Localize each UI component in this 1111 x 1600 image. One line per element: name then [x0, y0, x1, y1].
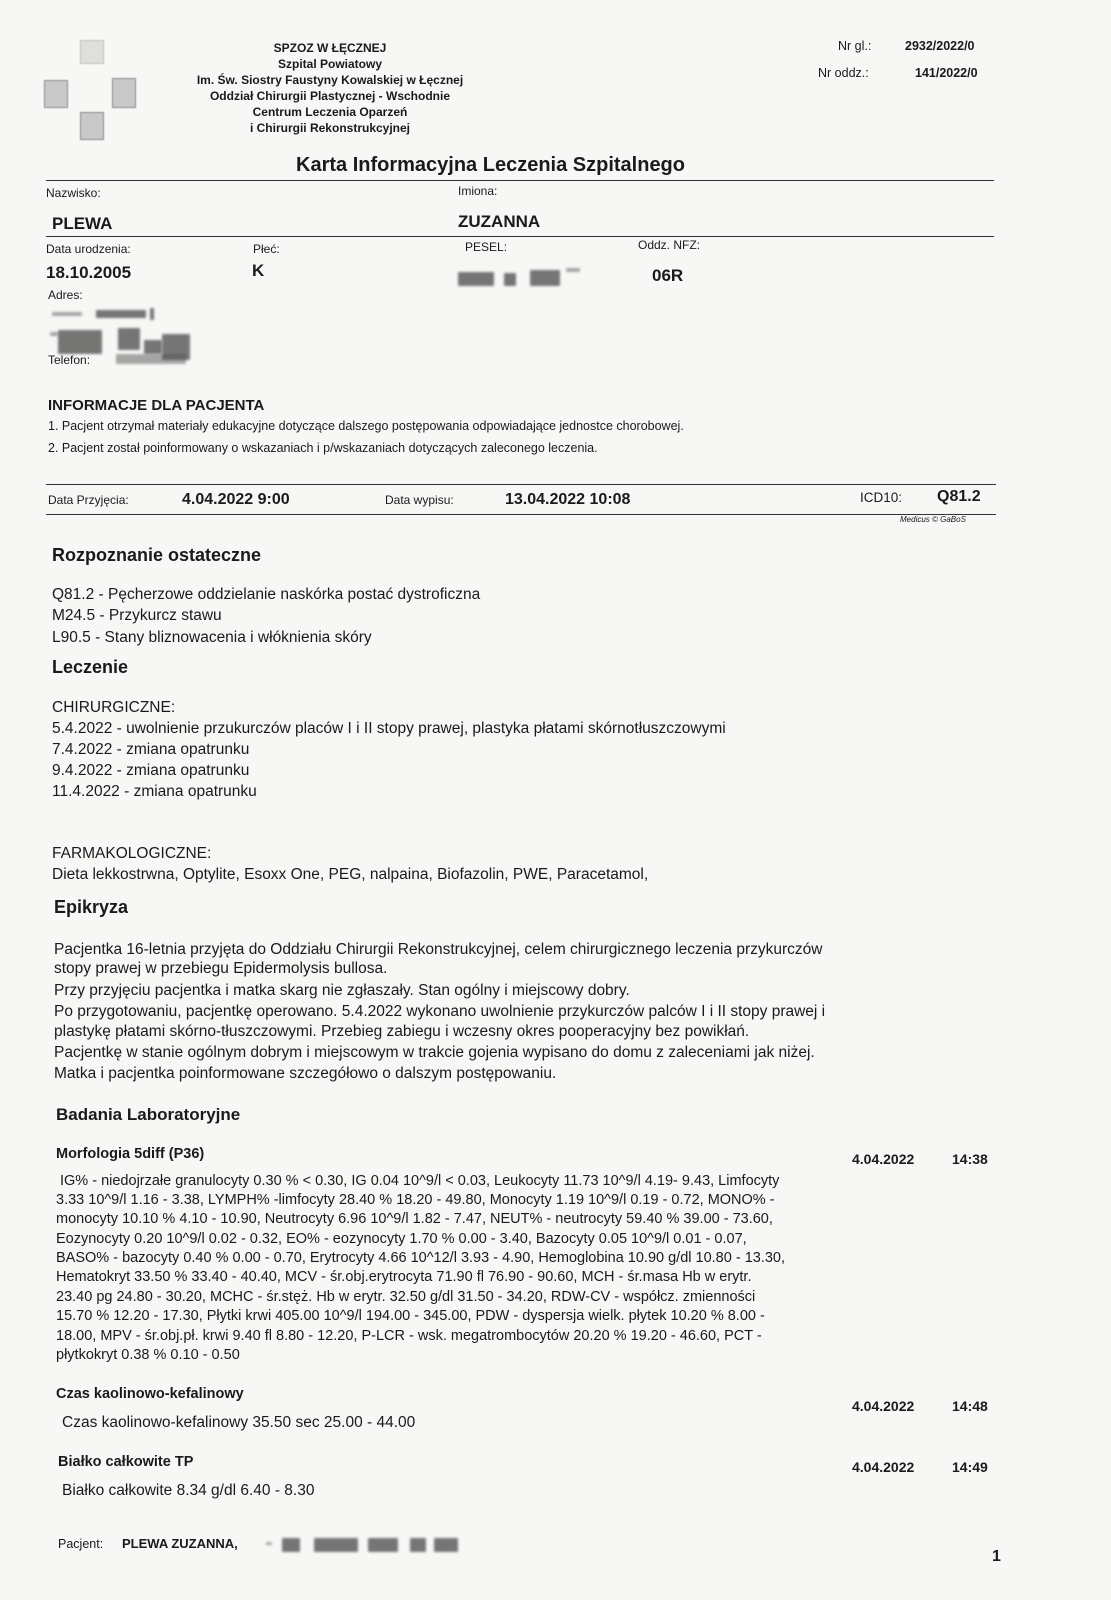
- info-item: 1. Pacjent otrzymał materiały edukacyjne dotyczące dalszego postępowania odpowiadające jednostce chorobowej.: [48, 419, 684, 433]
- hospital-line: Oddział Chirurgii Plastycznej - Wschodnie: [209, 89, 451, 103]
- epicrisis-line: Pacjentkę w stanie ogólnym dobrym i miejscowym w trakcie gojenia wypisano do domu z zaleceniami jak niżej.: [54, 1044, 815, 1061]
- hospital-line: Centrum Leczenia Oparzeń: [252, 105, 408, 119]
- page-number: 1: [992, 1548, 1001, 1565]
- dob-label: Data urodzenia:: [46, 242, 131, 256]
- names-value: ZUZANNA: [458, 212, 541, 231]
- info-heading: INFORMACJE DLA PACJENTA: [48, 397, 265, 414]
- epicrisis-line: Matka i pacjentka poinformowane szczegółowo o dalszym postępowaniu.: [54, 1065, 557, 1082]
- hospital-line: Im. Św. Siostry Faustyny Kowalskiej w Łęcznej: [196, 73, 464, 87]
- nr-oddz-label: Nr oddz.:: [818, 66, 869, 80]
- hospital-line: i Chirurgii Rekonstrukcyjnej: [249, 121, 411, 135]
- phone-redacted: [116, 354, 186, 364]
- admission-label: Data Przyjęcia:: [48, 493, 129, 507]
- epicrisis-line: Przy przyjęciu pacjentka i matka skarg nie zgłaszały. Stan ogólny i miejscowy dobry.: [54, 982, 630, 999]
- nr-gl-value: 2932/2022/0: [905, 39, 975, 53]
- lab-result-line: 3.33 10^9/l 1.16 - 3.38, LYMPH% -limfocyty 28.40 % 18.20 - 49.80, Monocyty 1.19 10^9/l 0.19 - 0.72, MONO% -: [56, 1192, 775, 1208]
- surgical-item: 9.4.2022 - zmiana opatrunku: [52, 762, 250, 779]
- names-label: Imiona:: [458, 184, 498, 198]
- lab-test-time: 14:49: [952, 1459, 988, 1475]
- info-item: 2. Pacjent został poinformowany o wskazaniach i p/wskazaniach dotyczących zaleconego leczenia.: [48, 441, 598, 455]
- pesel-label: PESEL:: [465, 240, 508, 254]
- lab-result-line: płytkokryt 0.38 % 0.10 - 0.50: [56, 1347, 240, 1363]
- lab-result-line: 15.70 % 12.20 - 17.30, Płytki krwi 405.00 10^9/l 194.00 - 345.00, PDW - dyspersja wielk. płytek 10.20 % 8.00 -: [56, 1308, 765, 1324]
- lab-test-name: Białko całkowite TP: [58, 1454, 194, 1470]
- nfz-label: Oddz. NFZ:: [638, 238, 701, 252]
- lab-test-date: 4.04.2022: [852, 1398, 915, 1414]
- nr-gl-label: Nr gl.:: [838, 39, 872, 53]
- lab-test-name: Morfologia 5diff (P36): [56, 1146, 205, 1162]
- pharma-label: FARMAKOLOGICZNE:: [52, 845, 212, 862]
- admission-value: 4.04.2022 9:00: [182, 491, 290, 508]
- lab-result-line: Eozynocyty 0.20 10^9/l 0.02 - 0.32, EO% - eozynocyty 1.70 % 0.00 - 3.40, Bazocyty 0.05 10^9/l 0.01 - 0.07,: [56, 1231, 747, 1247]
- diagnosis-line: M24.5 - Przykurcz stawu: [52, 607, 222, 624]
- surname-label: Nazwisko:: [46, 186, 101, 200]
- lab-result-line: monocyty 10.10 % 4.10 - 10.90, Neutrocyty 6.96 10^9/l 1.82 - 7.47, NEUT% - neutrocyty 59.40 % 39.00 - 73.60,: [56, 1211, 773, 1227]
- surgical-item: 7.4.2022 - zmiana opatrunku: [52, 741, 250, 758]
- diagnosis-line: Q81.2 - Pęcherzowe oddzielanie naskórka postać dystroficzna: [52, 586, 481, 603]
- sex-value: K: [252, 261, 265, 280]
- surname-value: PLEWA: [52, 214, 113, 233]
- surgical-item: 5.4.2022 - uwolnienie przukurczów placów I i II stopy prawej, plastyka płatami skórnotłuszczowymi: [52, 720, 726, 737]
- hospital-line: Szpital Powiatowy: [277, 57, 382, 71]
- lab-result-line: 18.00, MPV - śr.obj.pł. krwi 9.40 fl 8.80 - 12.20, P-LCR - wsk. megatrombocytów 20.20 % 19.20 - 46.60, PCT -: [56, 1328, 762, 1344]
- epicrisis-line: plastykę płatami skórno-tłuszczowymi. Przebieg zabiegu i wczesny okres pooperacyjny bez powikłań.: [54, 1023, 750, 1040]
- lab-result-line: IG% - niedojrzałe granulocyty 0.30 % < 0.30, IG 0.04 10^9/l < 0.03, Leukocyty 11.73 10^9/l 4.19- 9.43, Limfocyty: [60, 1173, 780, 1189]
- lab-result-line: Czas kaolinowo-kefalinowy 35.50 sec 25.00 - 44.00: [62, 1414, 416, 1431]
- nr-oddz-value: 141/2022/0: [915, 66, 978, 80]
- nfz-value: 06R: [652, 266, 684, 285]
- footer-patient-label: Pacjent:: [58, 1537, 104, 1551]
- diagnosis-line: L90.5 - Stany bliznowacenia i włóknienia skóry: [52, 629, 372, 646]
- epicrisis-line: Pacjentka 16-letnia przyjęta do Oddziału Chirurgii Rekonstrukcyjnej, celem chirurgicznego leczenia przykurczów: [54, 941, 823, 958]
- dob-value: 18.10.2005: [46, 263, 132, 282]
- icd-value: Q81.2: [937, 488, 981, 505]
- lab-result-line: Hematokryt 33.50 % 33.40 - 40.40, MCV - śr.obj.erytrocyta 71.90 fl 76.90 - 90.60, MCH - śr.masa Hb w erytr.: [56, 1269, 752, 1285]
- epicrisis-heading: Epikryza: [54, 897, 129, 917]
- document-title: Karta Informacyjna Leczenia Szpitalnego: [296, 154, 685, 176]
- discharge-value: 13.04.2022 10:08: [505, 491, 631, 508]
- icd-label: ICD10:: [860, 490, 903, 505]
- software-mark: Medicus © GaBoS: [900, 515, 966, 524]
- diagnosis-heading: Rozpoznanie ostateczne: [52, 545, 262, 565]
- lab-result-line: BASO% - bazocyty 0.40 % 0.00 - 0.70, Erytrocyty 4.66 10^12/l 3.93 - 4.90, Hemoglobina 10.90 g/dl 10.80 - 13.30,: [56, 1250, 786, 1266]
- treatment-heading: Leczenie: [52, 657, 129, 677]
- address-label: Adres:: [48, 288, 83, 302]
- lab-test-name: Czas kaolinowo-kefalinowy: [56, 1386, 244, 1402]
- phone-label: Telefon:: [48, 353, 91, 367]
- epicrisis-line: stopy prawej w przebiegu Epidermolysis bullosa.: [54, 960, 388, 977]
- pharma-list: Dieta lekkostrwna, Optylite, Esoxx One, PEG, nalpaina, Biofazolin, PWE, Paracetamol,: [52, 866, 649, 883]
- discharge-label: Data wypisu:: [385, 493, 454, 507]
- lab-test-date: 4.04.2022: [852, 1151, 915, 1167]
- sex-label: Płeć:: [253, 242, 280, 256]
- lab-result-line: 23.40 pg 24.80 - 30.20, MCHC - śr.stęż. Hb w erytr. 32.50 g/dl 31.50 - 34.20, RDW-CV - współcz. zmienności: [56, 1289, 756, 1305]
- surgical-item: 11.4.2022 - zmiana opatrunku: [52, 783, 257, 800]
- lab-result-line: Białko całkowite 8.34 g/dl 6.40 - 8.30: [62, 1482, 315, 1499]
- epicrisis-line: Po przygotowaniu, pacjentkę operowano. 5.4.2022 wykonano uwolnienie przykurczów palców I i II stopy prawej i: [54, 1003, 826, 1020]
- hospital-header: [130, 40, 530, 136]
- lab-test-time: 14:48: [952, 1398, 988, 1414]
- surgical-label: CHIRURGICZNE:: [52, 699, 176, 716]
- lab-test-date: 4.04.2022: [852, 1459, 915, 1475]
- footer-patient-name: PLEWA ZUZANNA,: [122, 1536, 238, 1551]
- lab-test-time: 14:38: [952, 1151, 988, 1167]
- hospital-line: SPZOZ W ŁĘCZNEJ: [273, 41, 387, 55]
- labs-heading: Badania Laboratoryjne: [56, 1105, 241, 1124]
